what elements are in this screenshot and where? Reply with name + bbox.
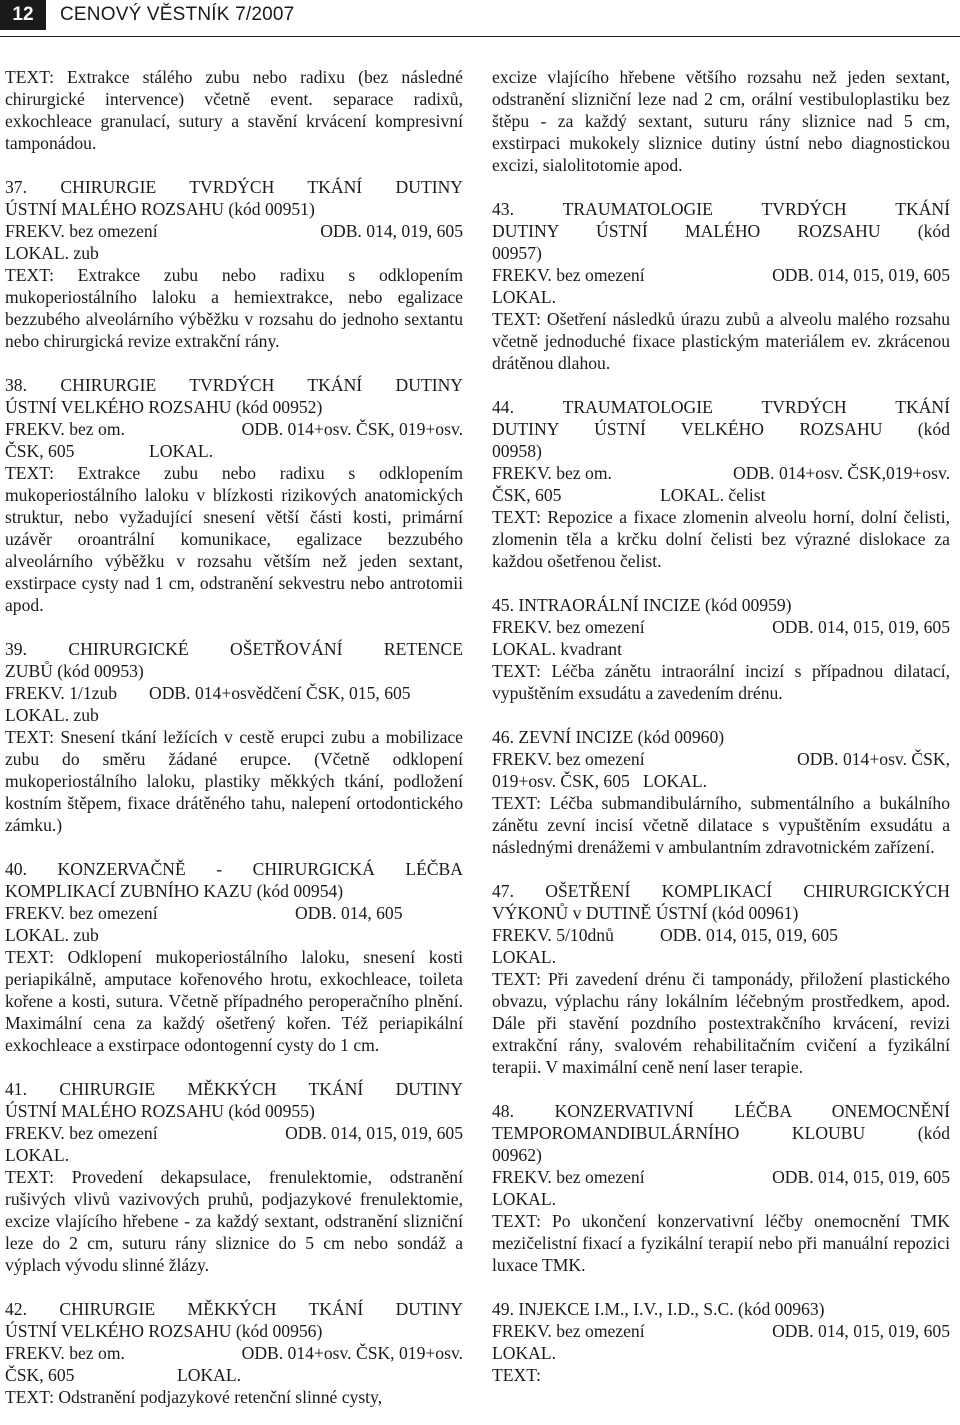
section-47-title-1: 47. OŠETŘENÍ KOMPLIKACÍ CHIRURGICKÝCH — [492, 881, 950, 901]
section-48-title-2: TEMPOROMANDIBULÁRNÍHO KLOUBU (kód — [492, 1123, 950, 1143]
section-40-title-1: 40. KONZERVAČNĚ - CHIRURGICKÁ LÉČBA — [5, 859, 463, 879]
section-49-lokal: LOKAL. — [492, 1343, 557, 1363]
section-43-text: TEXT: Ošetření následků úrazu zubů a alveolu malého rozsahu včetně jednoduché fixace plastickým materiálem ev. zkrácenou drátěnou dlahou. — [492, 309, 950, 373]
section-39-lokal: LOKAL. zub — [5, 705, 99, 725]
section-44-text: TEXT: Repozice a fixace zlomenin alveolu horní, dolní čelisti, zlomenin těla a krčku dolní čelisti bez výrazné dislokace za každou ošetřenou čelist. — [492, 507, 950, 571]
section-48-frekv: FREKV. bez omezení — [492, 1167, 645, 1187]
section-40-title-2: KOMPLIKACÍ ZUBNÍHO KAZU (kód 00954) — [5, 881, 344, 901]
section-37-text: TEXT: Extrakce zubu nebo radixu s odklopením mukoperiostálního laloku a hemiextrakce, nebo egalizace bezzubého alveolárního výběžku v rozsahu do jednoho sextantu nebo chirurgická revize extrakční rány. — [5, 265, 463, 351]
section-43-odb: ODB. 014, 015, 019, 605 — [772, 265, 950, 285]
section-38-frekv: FREKV. bez om. — [5, 419, 125, 439]
section-37-lokal: LOKAL. zub — [5, 243, 99, 263]
section-45-lokal: LOKAL. kvadrant — [492, 639, 622, 659]
section-41-lokal: LOKAL. — [5, 1145, 70, 1165]
section-42-title-2: ÚSTNÍ VELKÉHO ROZSAHU (kód 00956) — [5, 1321, 323, 1341]
section-40-text: TEXT: Odklopení mukoperiostálního laloku, snesení kosti periapikálně, amputace kořenového hrotu, exkochleace, toileta kořene a kosti, sutura. Včetně případného peroperačního plnění. Maximální cena za každý ošetřený kořen. Též periapikální exkochleace a exstirpace odontogenní cysty do 1 cm. — [5, 947, 463, 1055]
section-42 — [5, 1298, 463, 1408]
section-45-text: TEXT: Léčba zánětu intraorální incizí s případnou dilatací, vypuštěním exsudátu a zavedením drénu. — [492, 661, 950, 703]
section-48-odb: ODB. 014, 015, 019, 605 — [772, 1167, 950, 1187]
section-40-frekv: FREKV. bez omezení — [5, 903, 158, 923]
section-44-title-3: 00958) — [492, 441, 542, 461]
right-column — [492, 66, 950, 1386]
section-46-frekv: FREKV. bez omezení — [492, 749, 645, 769]
section-38-freq-line — [5, 418, 463, 440]
section-38-csk: ČSK, 605 — [5, 441, 75, 461]
section-43-title-2: DUTINY ÚSTNÍ MALÉHO ROZSAHU (kód — [492, 221, 950, 241]
section-43-lokal: LOKAL. — [492, 287, 557, 307]
section-49-title: 49. INJEKCE I.M., I.V., I.D., S.C. (kód 00963) — [492, 1299, 825, 1319]
section-46-freq-line — [492, 748, 950, 770]
section-46-title: 46. ZEVNÍ INCIZE (kód 00960) — [492, 727, 725, 747]
section-41-freq-line — [5, 1122, 463, 1144]
continuation-paragraph — [492, 66, 950, 176]
section-42-freq-line — [5, 1342, 463, 1364]
section-48-freq-line — [492, 1166, 950, 1188]
section-38-lokal: LOKAL. — [149, 441, 214, 461]
section-49 — [492, 1298, 950, 1386]
section-39-title-2: ZUBŮ (kód 00953) — [5, 661, 144, 681]
section-48-lokal: LOKAL. — [492, 1189, 557, 1209]
section-42-lokal: LOKAL. — [177, 1365, 242, 1385]
section-49-odb: ODB. 014, 015, 019, 605 — [772, 1321, 950, 1341]
section-44-freq-line — [492, 462, 950, 484]
journal-title: CENOVÝ VĚSTNÍK 7/2007 — [60, 4, 295, 25]
section-37-odb: ODB. 014, 019, 605 — [320, 221, 463, 241]
section-44 — [492, 396, 950, 572]
section-48 — [492, 1100, 950, 1276]
section-46 — [492, 726, 950, 858]
intro-paragraph — [5, 66, 463, 154]
section-42-frekv: FREKV. bez om. — [5, 1343, 125, 1363]
section-43 — [492, 198, 950, 374]
section-44-title-1: 44. TRAUMATOLOGIE TVRDÝCH TKÁNÍ — [492, 397, 950, 417]
section-43-title-1: 43. TRAUMATOLOGIE TVRDÝCH TKÁNÍ — [492, 199, 950, 219]
section-48-text: TEXT: Po ukončení konzervativní léčby onemocnění TMK mezičelistní fixací a fyzikální terapií nebo při manuální repozici luxace TMK. — [492, 1211, 950, 1275]
section-47-text: TEXT: Při zavedení drénu či tamponády, přiložení plastického obvazu, výplachu rány lokálním léčebným prostředkem, apod. Dále při stavění pozdního postextrakčního krvácení, revizi extrakční rány, svalovém rehabilitačním cvičení a fyzikální terapii. V maximální ceně není laser terapie. — [492, 969, 950, 1077]
section-39-title-1: 39. CHIRURGICKÉ OŠETŘOVÁNÍ RETENCE — [5, 639, 463, 659]
section-47-lokal: LOKAL. — [492, 947, 557, 967]
section-39 — [5, 638, 463, 836]
section-42-odb: ODB. 014+osv. ČSK, 019+osv. — [241, 1343, 463, 1363]
section-44-csk: ČSK, 605 — [492, 485, 562, 505]
section-40 — [5, 858, 463, 1056]
section-41-text: TEXT: Provedení dekapsulace, frenulektomie, odstranění rušivých vlivů vazivových pruhů, podjazykové frenulektomie, excize vlajícího hřebene - za každý sextant, odstranění slizniční leze do 2 cm, suturu rány sliznice do 5 cm nebo sondáž a výplach vývodu slinné žlázy. — [5, 1167, 463, 1275]
left-column — [5, 66, 463, 1408]
section-47-title-2: VÝKONŮ v DUTINĚ ÚSTNÍ (kód 00961) — [492, 903, 799, 923]
section-44-odb: ODB. 014+osv. ČSK,019+osv. — [733, 463, 950, 483]
section-46-odb: ODB. 014+osv. ČSK, — [797, 749, 950, 769]
section-45-title: 45. INTRAORÁLNÍ INCIZE (kód 00959) — [492, 595, 792, 615]
section-41-title-1: 41. CHIRURGIE MĚKKÝCH TKÁNÍ DUTINY — [5, 1079, 463, 1099]
section-43-freq-line — [492, 264, 950, 286]
section-37 — [5, 176, 463, 352]
section-39-odb: ODB. 014+osvědčení ČSK, 015, 605 — [149, 683, 411, 703]
page-header — [0, 0, 960, 36]
header-rule — [0, 36, 960, 37]
section-44-lokal: LOKAL. čelist — [660, 485, 766, 505]
section-39-freq-line — [5, 682, 463, 704]
section-37-freq-line — [5, 220, 463, 242]
section-41 — [5, 1078, 463, 1276]
section-37-title-1: 37. CHIRURGIE TVRDÝCH TKÁNÍ DUTINY — [5, 177, 463, 197]
section-48-title-1: 48. KONZERVATIVNÍ LÉČBA ONEMOCNĚNÍ — [492, 1101, 950, 1121]
section-37-frekv: FREKV. bez omezení — [5, 221, 158, 241]
section-46-text: TEXT: Léčba submandibulárního, submentálního a bukálního zánětu zevní incisí včetně dilatace s vypuštěním exsudátu a následnými drenážemi v ambulantním zdravotnickém zařízení. — [492, 793, 950, 857]
section-47-freq-line — [492, 924, 950, 946]
section-45-freq-line — [492, 616, 950, 638]
section-44-csk-line — [492, 484, 950, 506]
section-49-freq-line — [492, 1320, 950, 1342]
section-44-frekv: FREKV. bez om. — [492, 463, 612, 483]
section-40-freq-line — [5, 902, 463, 924]
section-38-csk-line — [5, 440, 463, 462]
section-42-csk-line — [5, 1364, 463, 1386]
section-47-frekv: FREKV. 5/10dnů — [492, 925, 614, 945]
section-40-lokal: LOKAL. zub — [5, 925, 99, 945]
section-37-title-2: ÚSTNÍ MALÉHO ROZSAHU (kód 00951) — [5, 199, 315, 219]
section-38-title-1: 38. CHIRURGIE TVRDÝCH TKÁNÍ DUTINY — [5, 375, 463, 395]
section-39-frekv: FREKV. 1/1zub — [5, 683, 118, 703]
section-41-title-2: ÚSTNÍ MALÉHO ROZSAHU (kód 00955) — [5, 1101, 315, 1121]
section-45-odb: ODB. 014, 015, 019, 605 — [772, 617, 950, 637]
section-38-text: TEXT: Extrakce zubu nebo radixu s odklopením mukoperiostálního laloku v blízkosti rizikových anatomických struktur, nebo vyžadující snesení větší části kosti, primární uzávěr oroantrální komunikace, egalizace bezzubého alveolárního výběžku v rozsahu větším než jeden sextant, exstirpace cysty nad 1 cm, odstranění sekvestru nebo antrotomii apod. — [5, 463, 463, 615]
section-42-csk: ČSK, 605 — [5, 1365, 75, 1385]
page-number: 12 — [0, 0, 46, 30]
section-47-odb: ODB. 014, 015, 019, 605 — [660, 925, 838, 945]
section-44-title-2: DUTINY ÚSTNÍ VELKÉHO ROZSAHU (kód — [492, 419, 950, 439]
section-38-odb: ODB. 014+osv. ČSK, 019+osv. — [241, 419, 463, 439]
section-45-frekv: FREKV. bez omezení — [492, 617, 645, 637]
section-42-title-1: 42. CHIRURGIE MĚKKÝCH TKÁNÍ DUTINY — [5, 1299, 463, 1319]
section-45 — [492, 594, 950, 704]
section-38 — [5, 374, 463, 616]
section-38-title-2: ÚSTNÍ VELKÉHO ROZSAHU (kód 00952) — [5, 397, 323, 417]
section-46-line-2: 019+osv. ČSK, 605 LOKAL. — [492, 771, 708, 791]
section-43-title-3: 00957) — [492, 243, 542, 263]
continuation-text: excize vlajícího hřebene většího rozsahu než jeden sextant, odstranění slizniční leze nad 2 cm, orální vestibuloplastiku bez štěpu - za každý sextant, suturu rány sliznice nad 5 cm, exstirpaci mukokely sliznice dutiny ústní nebo diagnostickou excizi, sialolitotomie apod. — [492, 67, 950, 175]
section-47 — [492, 880, 950, 1078]
section-40-odb: ODB. 014, 605 — [295, 903, 403, 923]
section-42-text: TEXT: Odstranění podjazykové retenční slinné cysty, — [5, 1387, 383, 1407]
section-41-odb: ODB. 014, 015, 019, 605 — [285, 1123, 463, 1143]
section-43-frekv: FREKV. bez omezení — [492, 265, 645, 285]
section-39-text: TEXT: Snesení tkání ležících v cestě erupci zubu a mobilizace zubu do směru žádané erupce. (Včetně odklopení mukoperiostálního laloku, plastiky měkkých tkání, podložení kostním štěpem, fixace drátěného tahu, nalepení ortodontického zámku.) — [5, 727, 463, 835]
intro-text: TEXT: Extrakce stálého zubu nebo radixu (bez následné chirurgické intervence) včetně event. separace radixů, exkochleace granulací, sutury a stavění krvácení kompresivní tamponádou. — [5, 67, 463, 153]
section-48-title-3: 00962) — [492, 1145, 542, 1165]
section-41-frekv: FREKV. bez omezení — [5, 1123, 158, 1143]
section-49-frekv: FREKV. bez omezení — [492, 1321, 645, 1341]
section-49-text: TEXT: — [492, 1365, 541, 1385]
